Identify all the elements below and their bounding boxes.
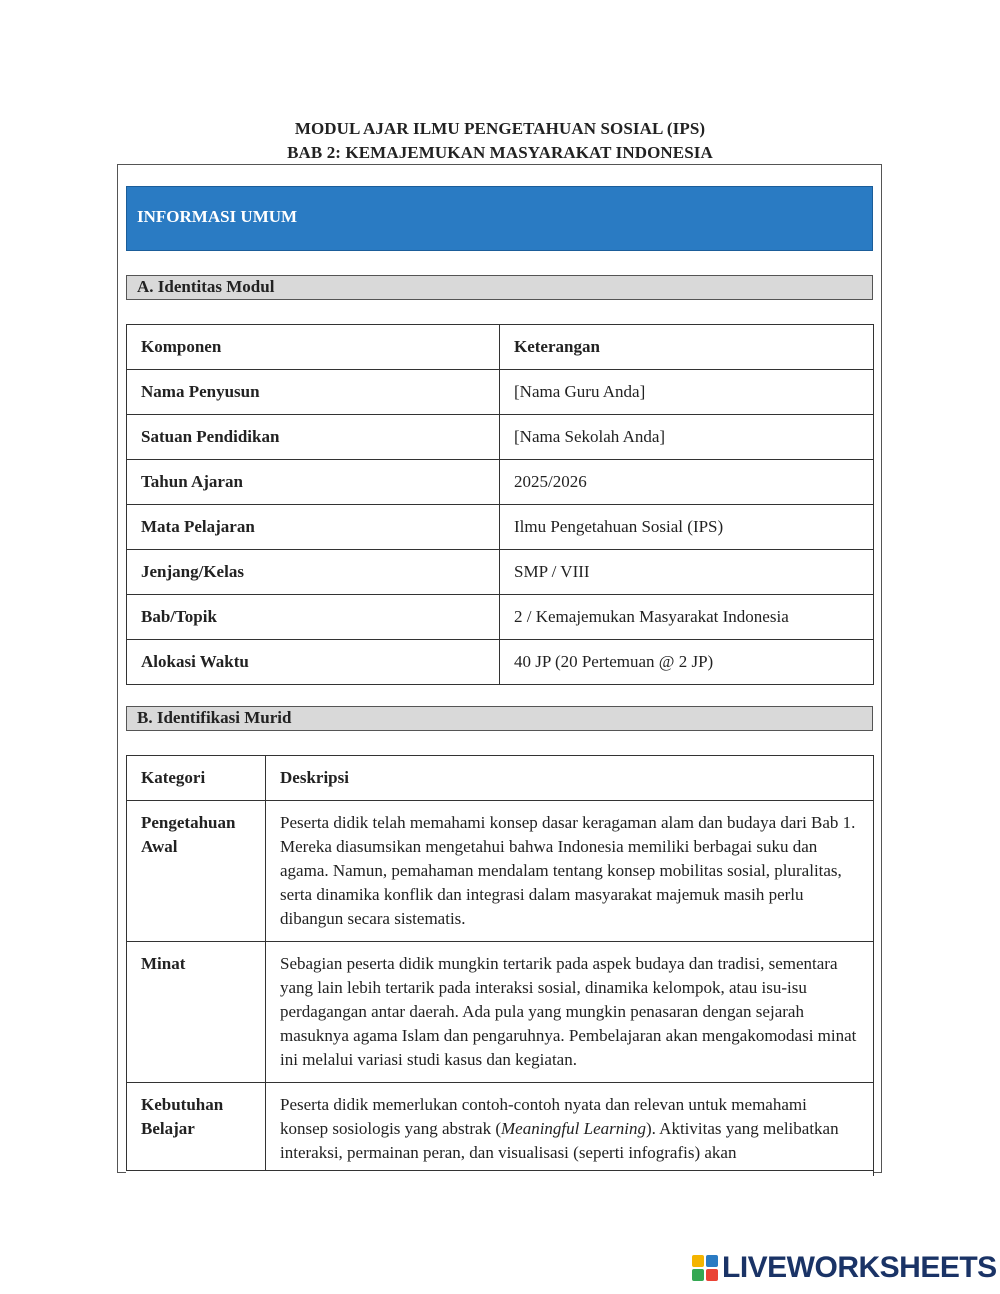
row-label: Kebutuhan Belajar: [127, 1083, 266, 1176]
row-label: Jenjang/Kelas: [127, 550, 500, 595]
liveworksheets-logo-icon: [692, 1254, 720, 1282]
row-label: Alokasi Waktu: [127, 640, 500, 685]
header-cell: Kategori: [127, 756, 266, 801]
row-value: SMP / VIII: [500, 550, 874, 595]
section-a-heading: A. Identitas Modul: [126, 275, 873, 300]
row-label: Tahun Ajaran: [127, 460, 500, 505]
table-header-row: [127, 325, 874, 370]
row-label: Pengetahuan Awal: [127, 801, 266, 942]
document-title: MODUL AJAR ILMU PENGETAHUAN SOSIAL (IPS): [294, 119, 706, 138]
row-value: Ilmu Pengetahuan Sosial (IPS): [500, 505, 874, 550]
liveworksheets-watermark: [692, 1252, 997, 1284]
table-row: [127, 801, 874, 942]
row-value: [Nama Sekolah Anda]: [500, 415, 874, 460]
row-value: 2 / Kemajemukan Masyarakat Indonesia: [500, 595, 874, 640]
table-row: [127, 370, 874, 415]
table-bottom-border: [126, 1170, 873, 1171]
table-row: [127, 415, 874, 460]
row-label: Minat: [127, 942, 266, 1083]
header-cell: Komponen: [127, 325, 500, 370]
table-row: [127, 505, 874, 550]
watermark-brand: LIVEWORKSHEETS: [722, 1251, 997, 1284]
table-row: [127, 1083, 874, 1176]
row-value: 2025/2026: [500, 460, 874, 505]
table-row: [127, 550, 874, 595]
description-text: Peserta didik memerlukan contoh-contoh nyata dan relevan untuk memahami konsep sosiologis yang abstrak (: [280, 1095, 807, 1138]
row-value: 40 JP (20 Pertemuan @ 2 JP): [500, 640, 874, 685]
table-row: [127, 942, 874, 1083]
header-cell: Deskripsi: [266, 756, 874, 801]
info-banner: INFORMASI UMUM: [126, 186, 873, 251]
section-b-heading: B. Identifikasi Murid: [126, 706, 873, 731]
row-value: [Nama Guru Anda]: [500, 370, 874, 415]
identifikasi-table: [126, 755, 874, 1176]
table-row: [127, 640, 874, 685]
row-label: Bab/Topik: [127, 595, 500, 640]
table-row: [127, 460, 874, 505]
row-description: [266, 1083, 874, 1176]
table-row: [127, 595, 874, 640]
row-description: Peserta didik telah memahami konsep dasar keragaman alam dan budaya dari Bab 1. Mereka diasumsikan mengetahui bahwa Indonesia memiliki berbagai suku dan agama. Namun, pemahaman mendalam tentang konsep mobilitas sosial, pluralitas, serta dinamika konflik dan integrasi dalam masyarakat majemuk masih perlu dibangun secara sistematis.: [266, 801, 874, 942]
table-header-row: [127, 756, 874, 801]
row-label: Mata Pelajaran: [127, 505, 500, 550]
identitas-table: [126, 324, 874, 685]
row-label: Nama Penyusun: [127, 370, 500, 415]
description-text: ). Aktivitas yang melibatkan interaksi, permainan peran, dan visualisasi (seperti infografis) akan: [280, 1119, 839, 1162]
row-description: Sebagian peserta didik mungkin tertarik pada aspek budaya dan tradisi, sementara yang lain lebih tertarik pada interaksi sosial, dinamika kelompok, atau isu-isu perdagangan antar daerah. Ada pula yang mungkin penasaran dengan sejarah masuknya agama Islam dan pengaruhnya. Pembelajaran akan mengakomodasi minat ini melalui variasi studi kasus dan kegiatan.: [266, 942, 874, 1083]
document-subtitle: BAB 2: KEMAJEMUKAN MASYARAKAT INDONESIA: [287, 143, 713, 162]
description-emphasis: Meaningful Learning: [500, 1119, 646, 1138]
header-cell: Keterangan: [500, 325, 874, 370]
row-label: Satuan Pendidikan: [127, 415, 500, 460]
